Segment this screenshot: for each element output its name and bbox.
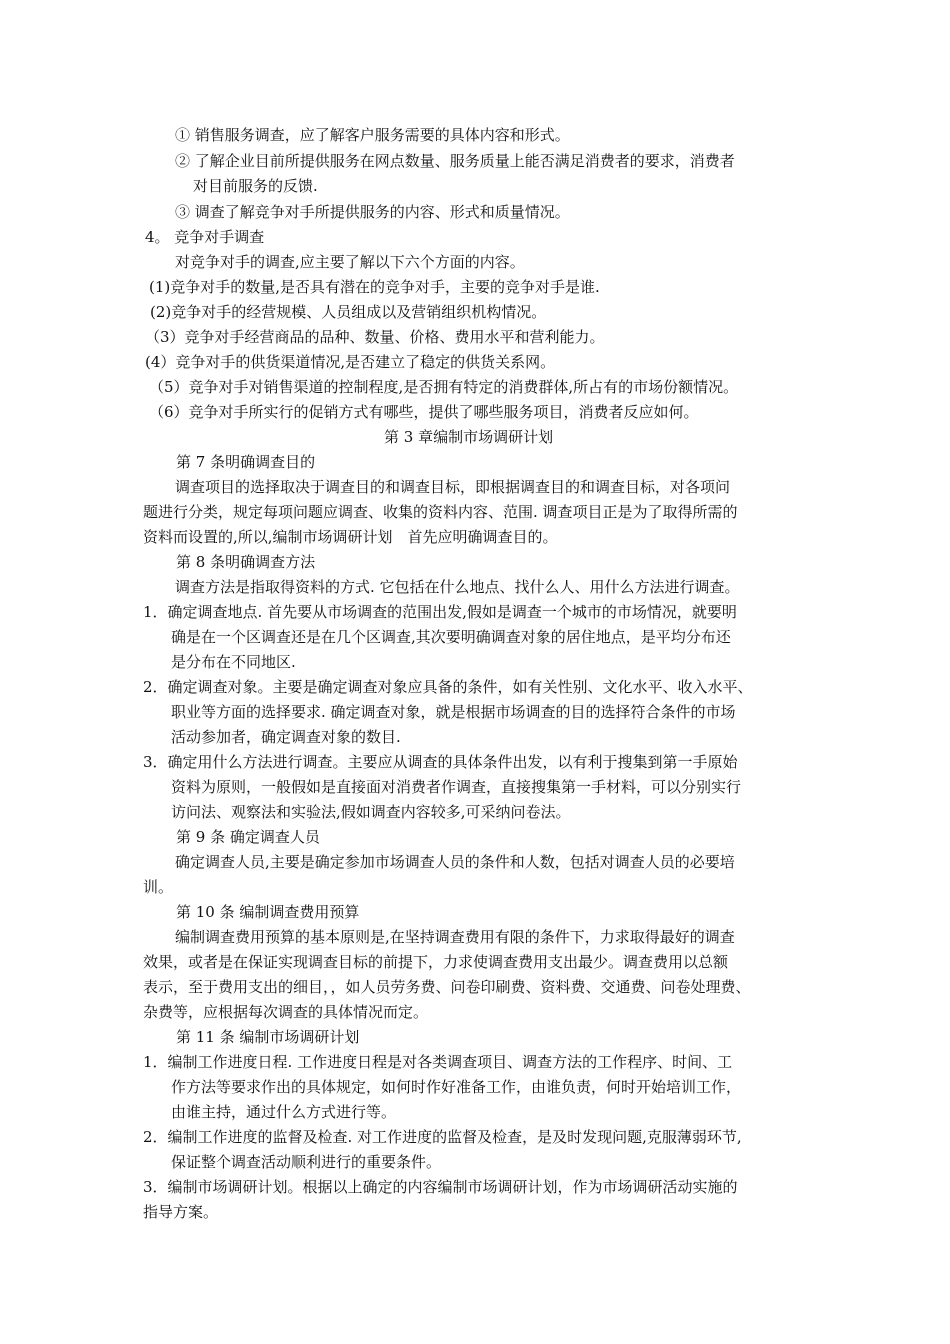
article-7-text-line-1: 调查项目的选择取决于调查目的和调查目标，即根据调查目的和调查目标，对各项问: [175, 478, 731, 496]
article-10-heading: 第 10 条 编制调查费用预算: [176, 903, 360, 921]
competitor-item-4: (4）竞争对手的供货渠道情况,是否建立了稳定的供货关系网。: [145, 353, 556, 371]
section-heading-competitor-survey: 4。 竞争对手调查: [145, 228, 265, 246]
article-10-text-line-4: 杂费等，应根据每次调查的具体情况而定。: [143, 1003, 429, 1021]
article-9-text-line-2: 训。: [143, 878, 174, 896]
article-11-item-1-line-3: 由谁主持，通过什么方式进行等。: [171, 1103, 397, 1121]
article-11-item-2-line-1: 2．编制工作进度的监督及检查. 对工作进度的监督及检查，是及时发现问题,克服薄弱环节,: [143, 1128, 742, 1146]
service-survey-item-2-cont: 对目前服务的反馈.: [193, 177, 318, 195]
article-11-item-1-line-2: 作方法等要求作出的具体规定，如何时作好准备工作，由谁负责，何时开始培训工作，: [171, 1078, 742, 1096]
competitor-item-3: （3）竞争对手经营商品的品种、数量、价格、费用水平和营利能力。: [145, 328, 605, 346]
article-10-text-line-2: 效果，或者是在保证实现调查目标的前提下，力求使调查费用支出最少。调查费用以总额: [143, 953, 729, 971]
competitor-item-2: (2)竞争对手的经营规模、人员组成以及营销组织机构情况。: [150, 303, 547, 321]
service-survey-item-3: ③ 调查了解竞争对手所提供服务的内容、形式和质量情况。: [175, 203, 570, 221]
service-survey-item-1: ① 销售服务调查，应了解客户服务需要的具体内容和形式。: [175, 126, 570, 144]
article-11-heading: 第 11 条 编制市场调研计划: [176, 1028, 360, 1046]
article-8-item-2-line-1: 2．确定调查对象。主要是确定调查对象应具备的条件，如有关性别、文化水平、收入水平、: [143, 678, 753, 696]
competitor-item-5: （5）竞争对手对销售渠道的控制程度,是否拥有特定的消费群体,所占有的市场份额情况。: [149, 378, 739, 396]
article-8-item-3-line-1: 3．确定用什么方法进行调查。主要应从调查的具体条件出发，以有利于搜集到第一手原始: [143, 753, 738, 771]
competitor-survey-intro: 对竞争对手的调查,应主要了解以下六个方面的内容。: [175, 253, 525, 271]
service-survey-item-2: ② 了解企业目前所提供服务在网点数量、服务质量上能否满足消费者的要求，消费者: [175, 152, 735, 170]
article-9-text-line-1: 确定调查人员,主要是确定参加市场调查人员的条件和人数，包括对调查人员的必要培: [175, 853, 735, 871]
article-8-intro: 调查方法是指取得资料的方式. 它包括在什么地点、找什么人、用什么方法进行调查。: [175, 578, 740, 596]
article-8-item-1-line-1: 1．确定调查地点. 首先要从市场调查的范围出发,假如是调查一个城市的市场情况，就要明: [143, 603, 737, 621]
article-7-heading: 第 7 条明确调查目的: [176, 453, 316, 471]
article-7-text-line-2: 题进行分类，规定每项问题应调查、收集的资料内容、范围. 调查项目正是为了取得所需的: [143, 503, 738, 521]
article-11-item-2-line-2: 保证整个调查活动顺利进行的重要条件。: [171, 1153, 442, 1171]
article-11-item-1-line-1: 1．编制工作进度日程. 工作进度日程是对各类调查项目、调查方法的工作程序、时间、工: [143, 1053, 733, 1071]
article-10-text-line-3: 表示，至于费用支出的细目，，如人员劳务费、问卷印刷费、资料费、交通费、问卷处理费、: [143, 978, 751, 996]
article-7-text-line-3: 资料而设置的,所以,编制市场调研计划 首先应明确调查目的。: [143, 528, 558, 546]
article-8-item-1-line-2: 确是在一个区调查还是在几个区调查,其次要明确调查对象的居住地点，是平均分布还: [171, 628, 731, 646]
article-8-heading: 第 8 条明确调查方法: [176, 553, 316, 571]
article-8-item-3-line-3: 访问法、观察法和实验法,假如调查内容较多,可采纳问卷法。: [171, 803, 571, 821]
article-8-item-2-line-3: 活动参加者，确定调查对象的数目.: [171, 728, 401, 746]
article-8-item-1-line-3: 是分布在不同地区.: [171, 653, 296, 671]
article-8-item-3-line-2: 资料为原则，一般假如是直接面对消费者作调查，直接搜集第一手材料，可以分别实行: [171, 778, 742, 796]
article-11-item-3-line-2: 指导方案。: [143, 1203, 219, 1221]
article-9-heading: 第 9 条 确定调查人员: [176, 828, 320, 846]
chapter-heading: 第 3 章编制市场调研计划: [384, 428, 554, 446]
article-11-item-3-line-1: 3．编制市场调研计划。根据以上确定的内容编制市场调研计划，作为市场调研活动实施的: [143, 1178, 738, 1196]
article-8-item-2-line-2: 职业等方面的选择要求. 确定调查对象，就是根据市场调查的目的选择符合条件的市场: [171, 703, 736, 721]
competitor-item-1: (1)竞争对手的数量,是否具有潜在的竞争对手，主要的竞争对手是谁.: [149, 278, 600, 296]
competitor-item-6: （6）竞争对手所实行的促销方式有哪些，提供了哪些服务项目，消费者反应如何。: [149, 403, 699, 421]
article-10-text-line-1: 编制调查费用预算的基本原则是,在坚持调查费用有限的条件下，力求取得最好的调查: [175, 928, 735, 946]
